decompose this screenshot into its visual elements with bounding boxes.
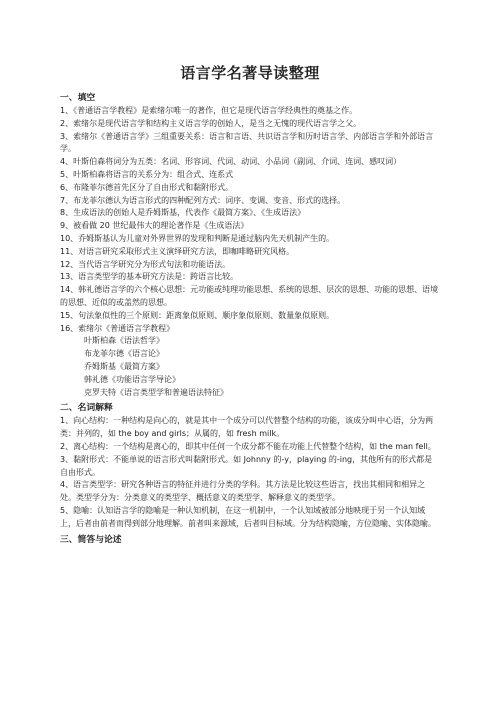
list-item: 16、索绪尔《普通语言学教程》 [60, 323, 175, 333]
list-item: 14、韩礼德语言学的六个核心思想：元功能或纯理功能思想、系统的思想、层次的思想、功能的思想、语境的思想、近似的或盖然的思想。 [60, 285, 439, 307]
list-item: 1、向心结构：一种结构是向心的，就是其中一个成分可以代替整个结构的功能，该成分叫中心语，分为两类：并列的，如 the boy and girls；从属的，如 fresh milk。 [60, 416, 434, 439]
document-page [60, 62, 440, 547]
book-list-item: 乔姆斯基《最简方案》 [84, 361, 164, 371]
section-heading-questions: 三、简答与论述 [60, 534, 122, 545]
page-title: 语言学名著导读整理 [180, 64, 320, 82]
list-item: 4、语言类型学：研究各种语言的特征并进行分类的学科。其方法是比较这些语言，找出其相同和相异之处。类型学分为：分类意义的类型学、概括意义的类型学、解释意义的类型学。 [60, 480, 426, 503]
book-list-item: 叶斯柏森《语法哲学》 [84, 336, 164, 346]
list-item: 10、乔姆斯基认为儿童对外界世界的发现和判断是通过脑内先天机制产生的。 [60, 233, 335, 243]
list-item: 6、布隆菲尔德首先区分了自由形式和黏附形式。 [60, 182, 234, 192]
section-heading-terms: 二、名词解释 [60, 403, 113, 414]
list-item: 11、对语言研究采取形式主义演绎研究方法，即咖啡略研究风格。 [60, 246, 295, 256]
list-item: 2、索绪尔是现代语言学和结构主义语言学的创始人，是当之无愧的现代语言学之父。 [60, 118, 362, 128]
book-list-item: 布龙菲尔德《语言论》 [84, 349, 164, 359]
list-item: 7、布龙菲尔德认为语言形式的四种配列方式：词序、变调、变音、形式的选择。 [60, 195, 346, 205]
list-item: 2、离心结构：一个结构是离心的，即其中任何一个成分都不能在功能上代替整个结构，如 the man fell。 [60, 441, 436, 451]
list-item: 3、黏附形式：不能单说的语言形式叫黏附形式。如 Johnny 的-y，playing 的-ing，其他所有的形式都是自由形式。 [60, 454, 433, 477]
book-list-item: 克罗夫特《语言类型学和普遍语法特征》 [84, 387, 228, 397]
section-heading-fill-blank: 一、填空 [60, 93, 96, 103]
list-item: 13、语言类型学的基本研究方法是：跨语言比较。 [60, 272, 239, 282]
list-item: 9、被看做 20 世纪最伟大的理论著作是《生成语法》 [60, 221, 249, 231]
list-item: 12、当代语言学研究分为形式句法和功能语法。 [60, 259, 231, 269]
list-item: 8、生成语法的创始人是乔姆斯基，代表作《最简方案》、《生成语法》 [60, 208, 306, 218]
book-list-item: 韩礼德《功能语言学导论》 [84, 374, 180, 384]
list-item: 1、《普通语言学教程》是索绪尔唯一的著作，但它是现代语言学经典性的奠基之作。 [60, 106, 358, 115]
list-item: 5、叶斯柏森将语言的关系分为：组合式、连系式 [60, 169, 234, 179]
list-item: 15、句法象似性的三个原则：距离象似原则、顺序象似原则、数量象似原则。 [60, 310, 335, 320]
list-item: 4、叶斯伯森将词分为五类：名词、形容词、代词、动词、小品词（副词、介词、连词、感叹词） [60, 157, 402, 167]
list-item: 5、隐喻：认知语言学的隐喻是一种认知机制，在这一机制中，一个认知域被部分地映现于另一个认知域上，后者由前者而得到部分地理解。前者叫来源域，后者叫目标域。分为结构隐喻，方位隐喻、实体隐喻。 [60, 505, 436, 528]
list-item: 3、索绪尔《普通语言学》三组重要关系：语言和言语、共识语言学和历时语言学、内部语言学和外部语言学。 [60, 131, 434, 154]
